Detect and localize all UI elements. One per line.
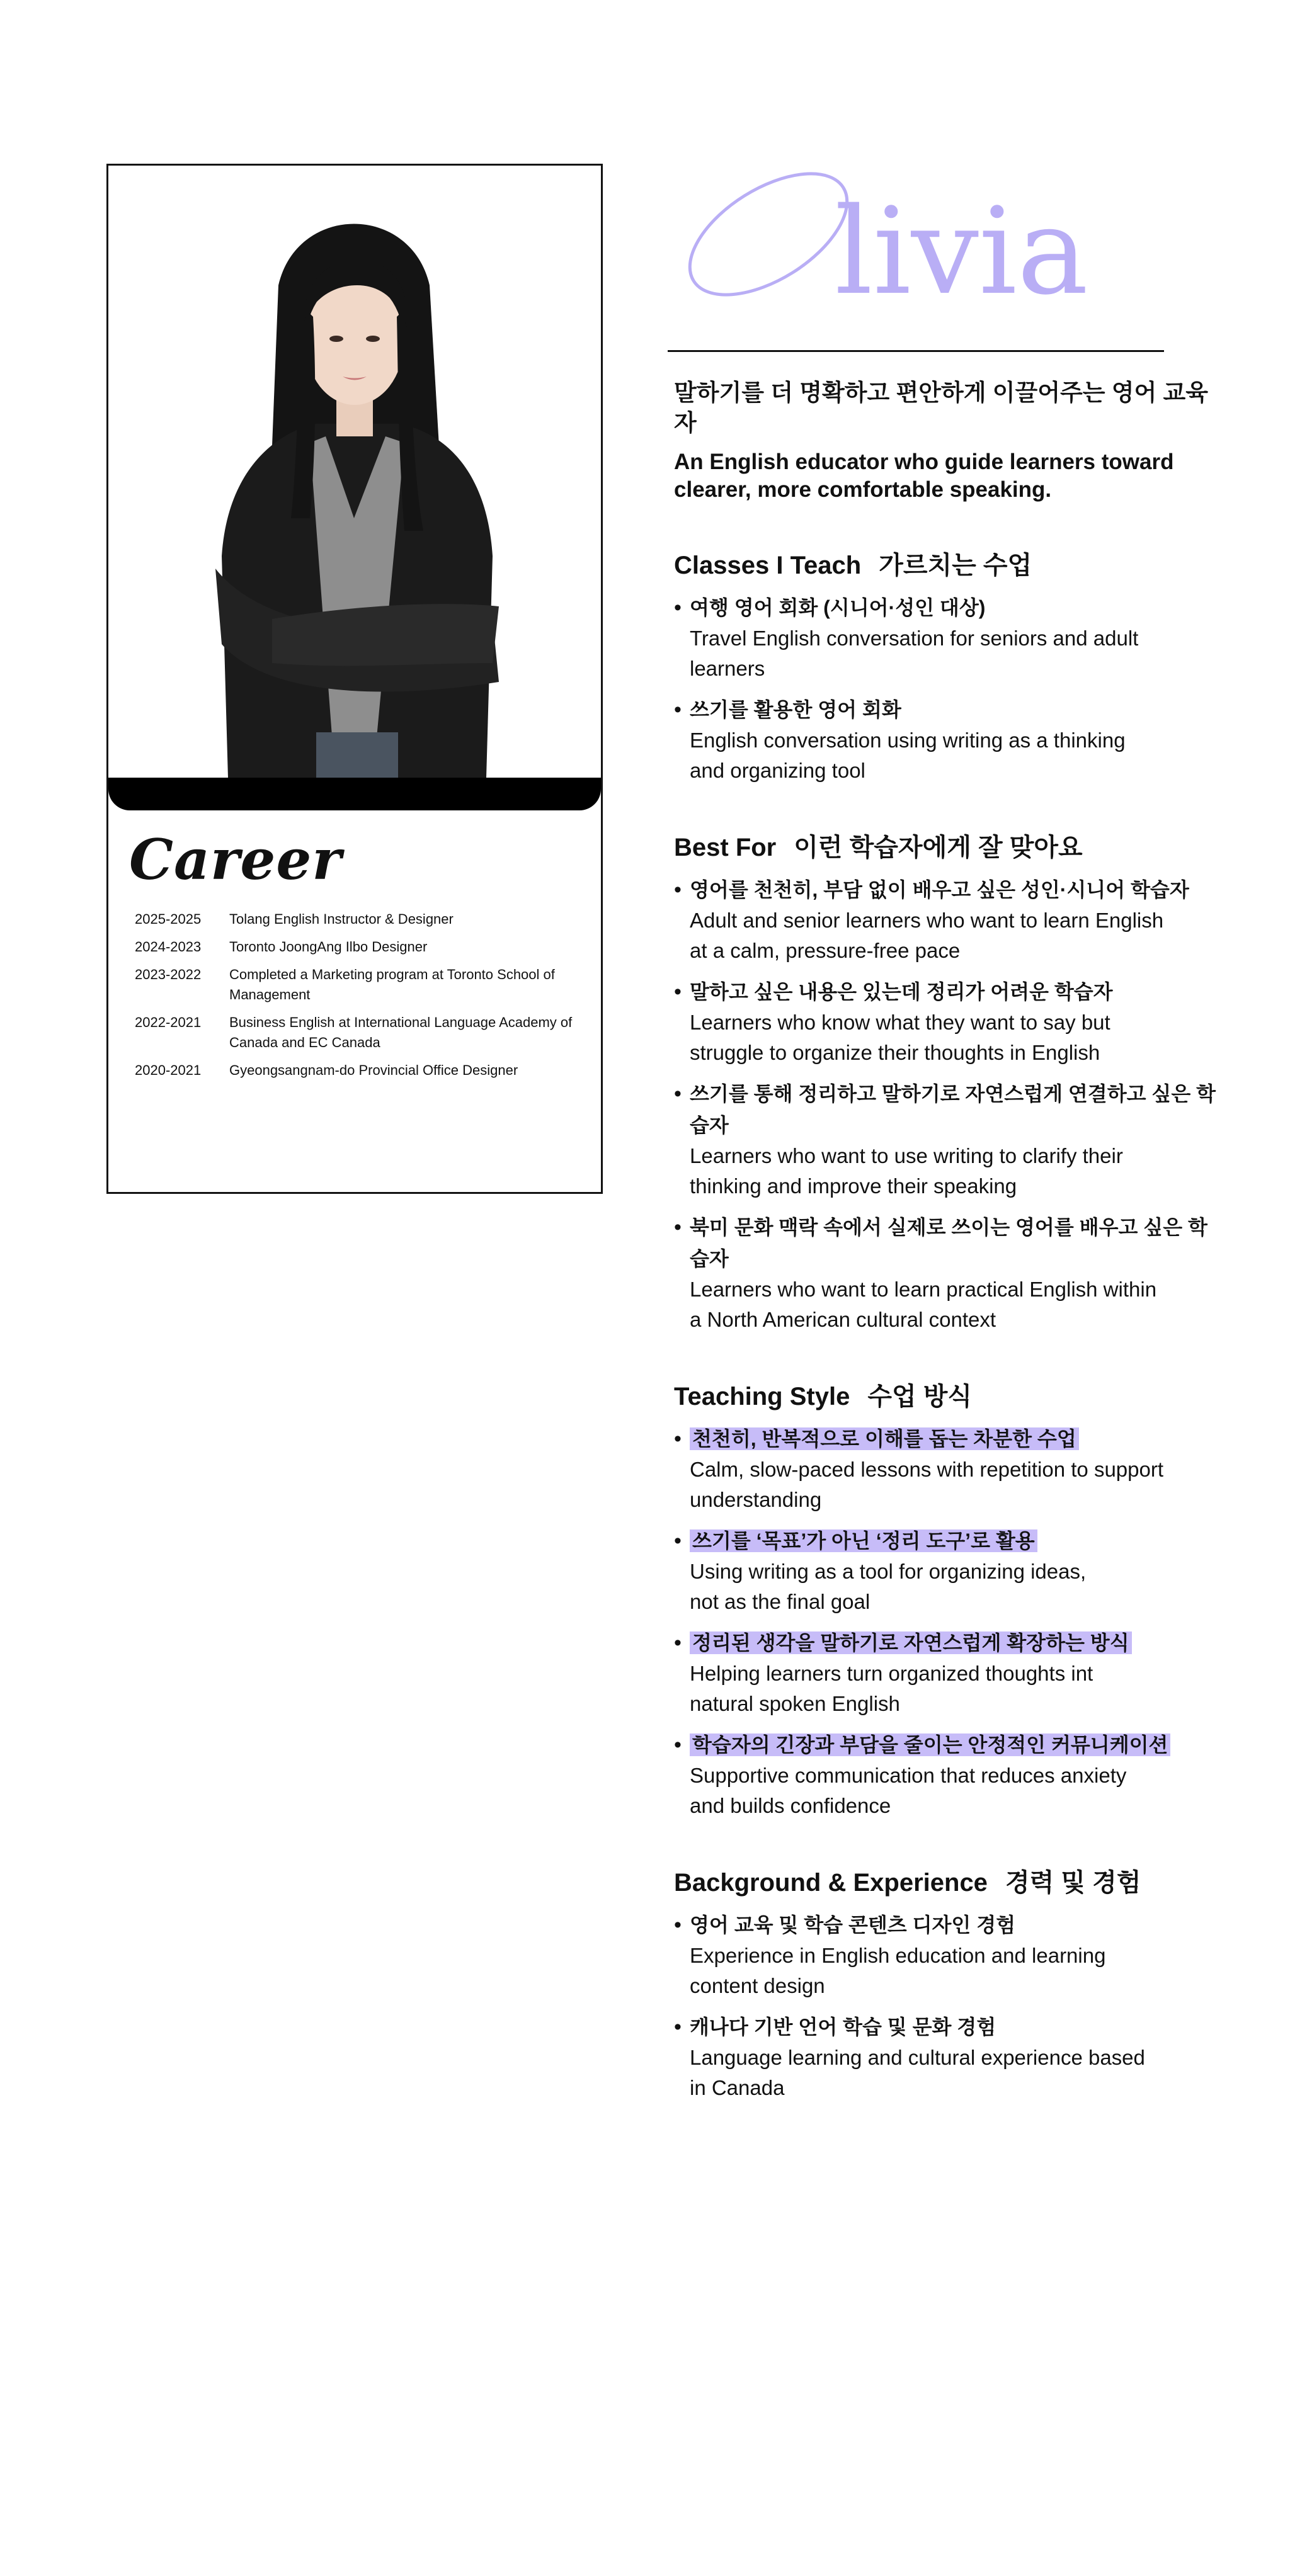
item-en: Helping learners turn organized thoughts int natural spoken English — [690, 1662, 1093, 1715]
list-item — [674, 976, 1222, 1068]
list-item — [674, 1211, 1222, 1335]
item-ko: • 북미 문화 맥락 속에서 실제로 쓰이는 영어를 배우고 싶은 학습자 — [690, 1216, 1207, 1270]
content-column — [674, 378, 1222, 2113]
section-title-en: Best For — [674, 834, 777, 861]
item-en: Language learning and cultural experience based in Canada — [690, 2046, 1145, 2099]
career-desc: Business English at International Language Academy of Canada and EC Canada — [229, 1014, 573, 1050]
section-title-ko: 이런 학습자에게 잘 맞아요 — [794, 834, 1083, 861]
career-desc: Gyeongsangnam-do Provincial Office Designer — [229, 1062, 518, 1078]
item-en: Experience in English education and learning content design — [690, 1944, 1106, 1997]
item-ko-highlight: 쓰기를 ‘목표’가 아닌 ‘정리 도구’로 활용 — [690, 1529, 1037, 1552]
item-ko: • 쓰기를 활용한 영어 회화 — [690, 698, 901, 721]
item-ko: • 쓰기를 통해 정리하고 말하기로 자연스럽게 연결하고 싶은 학습자 — [690, 1082, 1216, 1137]
career-row — [135, 909, 588, 929]
photo-divider-band — [108, 778, 601, 810]
item-en: Learners who want to learn practical English within a North American cultural context — [690, 1278, 1157, 1331]
item-en: Adult and senior learners who want to learn English at a calm, pressure-free pace — [690, 909, 1164, 962]
list-item — [674, 1909, 1222, 2001]
tagline-en: An English educator who guide learners toward clearer, more comfortable speaking. — [674, 450, 1174, 502]
section-title-ko: 가르치는 수업 — [879, 552, 1032, 579]
list-item — [674, 1423, 1222, 1515]
item-en: Calm, slow-paced lessons with repetition to support understanding — [690, 1458, 1164, 1511]
section-title — [674, 1866, 1222, 1899]
section-classes — [674, 549, 1222, 786]
profile-card — [106, 164, 603, 1194]
career-row — [135, 1060, 588, 1081]
item-ko-highlight: 학습자의 긴장과 부담을 줄이는 안정적인 커뮤니케이션 — [690, 1733, 1170, 1756]
career-desc: Completed a Marketing program at Toronto School of Management — [229, 967, 555, 1002]
item-ko: • 캐나다 기반 언어 학습 및 문화 경험 — [690, 2016, 996, 2038]
item-ko: • 영어 교육 및 학습 콘텐츠 디자인 경험 — [690, 1914, 1016, 1936]
list-item — [674, 694, 1222, 786]
section-background — [674, 1866, 1222, 2103]
career-year: 2025-2025 — [135, 911, 202, 927]
career-row — [135, 937, 588, 957]
logo-text: livia — [835, 182, 1088, 321]
header-rule — [668, 350, 1164, 352]
item-ko-highlight: 천천히, 반복적으로 이해를 돕는 차분한 수업 — [690, 1427, 1079, 1450]
olivia-logo — [668, 157, 1088, 321]
list-item — [674, 592, 1222, 684]
section-title — [674, 549, 1222, 582]
career-title: Career — [129, 827, 342, 892]
section-title-en: Teaching Style — [674, 1383, 850, 1410]
item-en: Travel English conversation for seniors and adult learners — [690, 627, 1139, 680]
section-title-en: Background & Experience — [674, 1869, 988, 1897]
section-title-ko: 경력 및 경험 — [1005, 1869, 1141, 1897]
section-title — [674, 831, 1222, 864]
section-title — [674, 1380, 1222, 1413]
item-en: Learners who know what they want to say but struggle to organize their thoughts in English — [690, 1011, 1110, 1064]
career-desc: Tolang English Instructor & Designer — [229, 911, 454, 927]
career-year: 2020-2021 — [135, 1062, 202, 1078]
section-title-ko: 수업 방식 — [867, 1383, 973, 1410]
item-ko: • 영어를 천천히, 부담 없이 배우고 싶은 성인·시니어 학습자 — [690, 878, 1189, 901]
item-ko-highlight: 정리된 생각을 말하기로 자연스럽게 확장하는 방식 — [690, 1631, 1132, 1654]
list-item — [674, 2011, 1222, 2103]
section-teaching-style — [674, 1380, 1222, 1821]
career-year: 2022-2021 — [135, 1014, 202, 1030]
career-row — [135, 965, 588, 1005]
item-ko: • 말하고 싶은 내용은 있는데 정리가 어려운 학습자 — [690, 980, 1113, 1003]
career-year: 2024-2023 — [135, 939, 202, 955]
list-item — [674, 874, 1222, 966]
career-list — [135, 909, 588, 1088]
list-item — [674, 1627, 1222, 1719]
tagline-ko: 말하기를 더 명확하고 편안하게 이끌어주는 영어 교육자 — [674, 380, 1209, 436]
list-item — [674, 1525, 1222, 1617]
list-item — [674, 1729, 1222, 1821]
career-row — [135, 1013, 588, 1053]
portrait-illustration — [108, 166, 601, 778]
item-ko: • 여행 영어 회화 (시니어·성인 대상) — [690, 596, 986, 619]
item-en: Learners who want to use writing to clarify their thinking and improve their speaking — [690, 1144, 1123, 1198]
item-en: English conversation using writing as a thinking and organizing tool — [690, 729, 1126, 782]
profile-photo — [108, 166, 601, 778]
item-en: Using writing as a tool for organizing ideas, not as the final goal — [690, 1560, 1087, 1613]
item-en: Supportive communication that reduces anxiety and builds confidence — [690, 1764, 1127, 1817]
section-best-for — [674, 831, 1222, 1335]
list-item — [674, 1078, 1222, 1201]
section-title-en: Classes I Teach — [674, 552, 862, 579]
career-year: 2023-2022 — [135, 967, 202, 982]
career-desc: Toronto JoongAng Ilbo Designer — [229, 939, 428, 955]
